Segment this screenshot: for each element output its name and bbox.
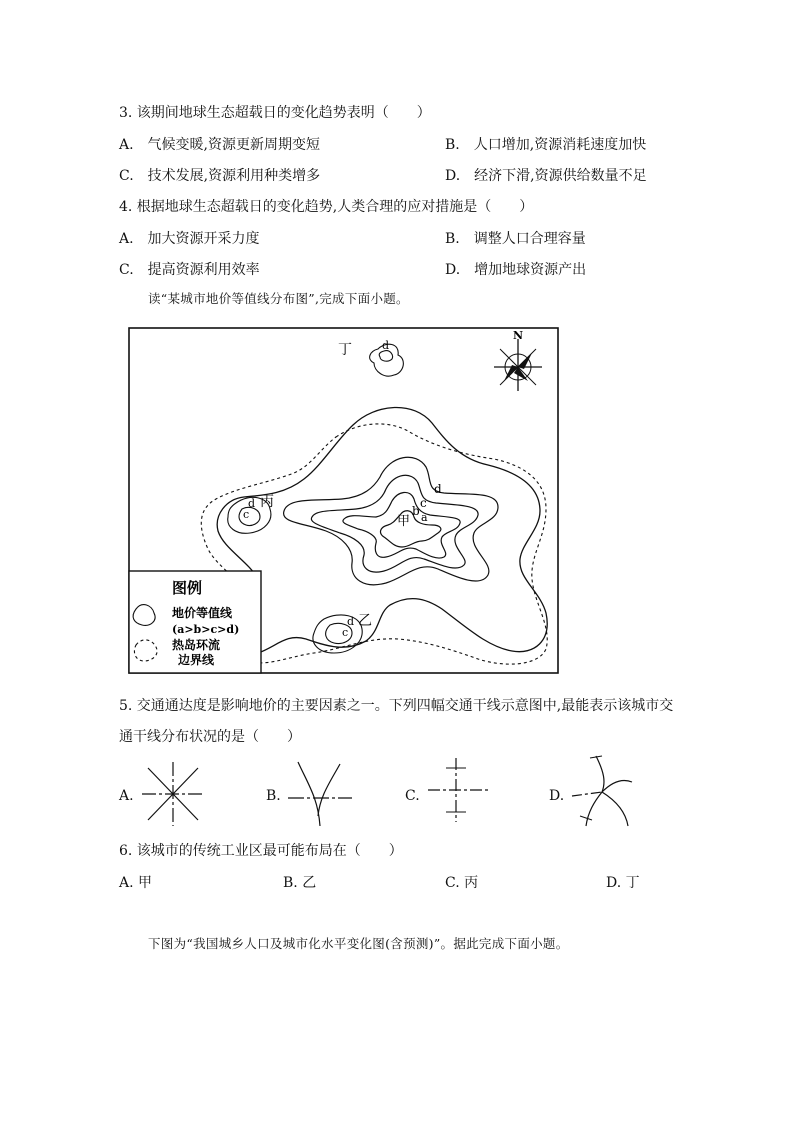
q5-option-a-label[interactable]: A. [119,788,134,804]
center-letter-c: c [420,496,427,510]
legend-island-label-1: 热岛环流 [172,638,221,652]
ding-letter-d: d [382,339,390,352]
q6-option-d[interactable]: D. 丁 [606,875,640,891]
q3-option-a[interactable]: A. 气候变暖,资源更新周期变短 [119,137,321,153]
q5-option-c-diagram[interactable] [424,754,494,826]
q5-option-a-diagram[interactable] [138,758,208,830]
legend-island-label-2: 边界线 [178,653,215,667]
label-jia: 甲 [397,514,411,529]
yi-letter-c: c [342,626,349,639]
q4-option-b[interactable]: B. 调整人口合理容量 [445,231,586,247]
q4-option-d[interactable]: D. 增加地球资源产出 [445,262,587,278]
q3-option-d[interactable]: D. 经济下滑,资源供给数量不足 [445,168,647,184]
center-letter-d: d [434,482,442,496]
center-letter-a: a [421,511,428,524]
map-intro: 读“某城市地价等值线分布图”,完成下面小题。 [148,291,409,306]
center-letter-b: b [412,504,420,518]
map-legend [129,571,261,673]
bing-letter-c: c [243,508,250,521]
legend-contour-label: 地价等值线 [172,606,233,620]
q5-option-c-label[interactable]: C. [405,788,420,804]
q5-stem-line-2: 通干线分布状况的是（ ） [119,729,301,745]
north-label: N [513,329,524,342]
q4-option-a[interactable]: A. 加大资源开采力度 [119,231,260,247]
q6-option-a[interactable]: A. 甲 [119,875,153,891]
q6-option-c[interactable]: C. 丙 [445,875,479,891]
bing-letter-d: d [248,497,256,510]
q3-stem: 3. 该期间地球生态超载日的变化趋势表明（ ） [119,105,431,121]
q6-option-b[interactable]: B. 乙 [283,875,317,891]
q5-option-d-label[interactable]: D. [549,788,565,804]
q3-option-b[interactable]: B. 人口增加,资源消耗速度加快 [445,137,647,153]
chart-intro: 下图为“我国城乡人口及城市化水平变化图(含预测)”。据此完成下面小题。 [148,936,569,951]
q3-option-c[interactable]: C. 技术发展,资源利用种类增多 [119,168,321,184]
legend-title: 图例 [172,579,203,597]
label-bing: 丙 [260,494,274,510]
q5-stem-line-1: 5. 交通通达度是影响地价的主要因素之一。下列四幅交通干线示意图中,最能表示该城市交 [119,698,674,714]
q5-option-b-diagram[interactable] [284,758,356,830]
legend-contour-note: (a>b>c>d) [172,623,240,636]
q4-option-c[interactable]: C. 提高资源利用效率 [119,262,260,278]
yi-letter-d: d [347,615,355,628]
label-yi: 乙 [358,613,372,629]
land-price-map [128,327,560,675]
label-ding: 丁 [338,342,352,358]
q5-option-d-diagram[interactable] [566,752,636,830]
q6-stem: 6. 该城市的传统工业区最可能布局在（ ） [119,843,403,859]
q5-option-b-label[interactable]: B. [266,788,281,804]
q4-stem: 4. 根据地球生态超载日的变化趋势,人类合理的应对措施是（ ） [119,199,534,215]
